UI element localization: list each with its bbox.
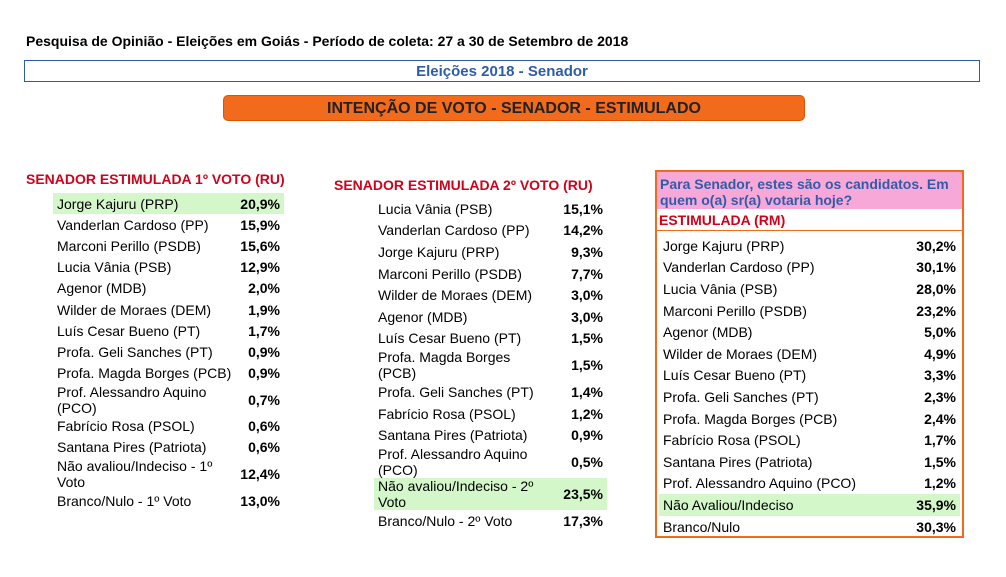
candidate-name: Profa. Geli Sanches (PT) xyxy=(663,388,819,405)
vote-percentage: 12,9% xyxy=(240,259,280,276)
table-row xyxy=(374,284,607,306)
vote-percentage: 30,1% xyxy=(916,259,956,276)
table-row xyxy=(374,220,607,242)
table-row xyxy=(53,235,284,256)
candidate-name: Fabrício Rosa (PSOL) xyxy=(378,405,516,422)
vote-percentage: 0,5% xyxy=(571,453,603,470)
vote-percentage: 0,9% xyxy=(248,365,280,382)
vote-percentage: 0,7% xyxy=(248,391,280,408)
table-row xyxy=(374,381,607,403)
table-row xyxy=(659,429,960,451)
candidate-name: Jorge Kajuru (PRP) xyxy=(663,237,785,254)
vote-percentage: 4,9% xyxy=(924,345,956,362)
table-row xyxy=(659,386,960,408)
vote-percentage: 14,2% xyxy=(563,222,603,239)
candidate-name: Não avaliou/Indeciso - 1º Voto xyxy=(57,458,213,491)
candidate-name: Marconi Perillo (PSDB) xyxy=(378,265,522,282)
vote-percentage: 28,0% xyxy=(916,280,956,297)
table-row xyxy=(53,341,284,362)
col3-title: ESTIMULADA (RM) xyxy=(659,212,786,228)
candidate-name: Santana Pires (Patriota) xyxy=(663,453,813,470)
candidate-name: Lucia Vânia (PSB) xyxy=(378,200,493,217)
table-row xyxy=(53,214,284,235)
table-row xyxy=(53,416,284,437)
candidate-name: Vanderlan Cardoso (PP) xyxy=(663,259,815,276)
table-row xyxy=(374,198,607,220)
vote-percentage: 3,3% xyxy=(924,367,956,384)
table-row xyxy=(374,328,607,350)
vote-percentage: 1,4% xyxy=(571,383,603,400)
table-row xyxy=(659,300,960,322)
table-row xyxy=(374,349,607,381)
col2-title: SENADOR ESTIMULADA 2º VOTO (RU) xyxy=(334,177,593,193)
vote-percentage: 2,3% xyxy=(924,388,956,405)
candidate-name: Profa. Magda Borges (PCB) xyxy=(663,410,838,427)
vote-percentage: 20,9% xyxy=(233,193,284,214)
vote-percentage: 1,2% xyxy=(924,475,956,492)
table-row xyxy=(53,257,284,278)
candidate-name: Branco/Nulo xyxy=(663,518,741,535)
vote-percentage: 5,0% xyxy=(924,324,956,341)
candidate-name: Branco/Nulo - 2º Voto xyxy=(378,512,513,529)
candidate-name: Agenor (MDB) xyxy=(378,308,468,325)
col3-question: Para Senador, estes são os candidatos. Em quem o(a) sr(a) votaria hoje? xyxy=(657,172,962,209)
vote-percentage: 3,0% xyxy=(571,287,603,304)
candidate-name: Marconi Perillo (PSDB) xyxy=(57,237,201,254)
candidate-name: Não Avaliou/Indeciso xyxy=(659,494,899,516)
table-row xyxy=(659,365,960,387)
candidate-name: Fabrício Rosa (PSOL) xyxy=(663,432,801,449)
table-row xyxy=(53,384,284,416)
candidate-name: Profa. Magda Borges (PCB) xyxy=(57,365,232,382)
candidate-name: Vanderlan Cardoso (PP) xyxy=(57,216,209,233)
candidate-name: Luís Cesar Bueno (PT) xyxy=(57,322,201,339)
table-row xyxy=(53,363,284,384)
table-row xyxy=(374,510,607,532)
election-subtitle: Eleições 2018 - Senador xyxy=(24,60,980,82)
candidate-name: Lucia Vânia (PSB) xyxy=(663,280,778,297)
vote-percentage: 1,5% xyxy=(924,453,956,470)
vote-percentage: 2,4% xyxy=(924,410,956,427)
vote-percentage: 23,2% xyxy=(916,302,956,319)
col2-table xyxy=(374,198,607,532)
candidate-name: Jorge Kajuru (PRP) xyxy=(378,243,500,260)
survey-title: Pesquisa de Opinião - Eleições em Goiás - Período de coleta: 27 a 30 de Setembro de 2018 xyxy=(26,33,629,49)
candidate-name: Wilder de Moraes (DEM) xyxy=(663,345,818,362)
vote-percentage: 17,3% xyxy=(563,512,603,529)
vote-percentage: 35,9% xyxy=(899,494,960,516)
candidate-name: Lucia Vânia (PSB) xyxy=(57,259,172,276)
candidate-name: Santana Pires (Patriota) xyxy=(57,439,207,456)
vote-percentage: 0,9% xyxy=(248,343,280,360)
vote-percentage: 7,7% xyxy=(571,265,603,282)
section-banner: INTENÇÃO DE VOTO - SENADOR - ESTIMULADO xyxy=(223,95,805,121)
table-row xyxy=(659,516,960,538)
vote-percentage: 1,7% xyxy=(924,432,956,449)
candidate-name: Prof. Alessandro Aquino (PCO) xyxy=(57,383,207,416)
candidate-name: Luís Cesar Bueno (PT) xyxy=(378,330,522,347)
vote-percentage: 1,9% xyxy=(248,301,280,318)
col3-table xyxy=(659,235,960,537)
table-row xyxy=(53,299,284,320)
vote-percentage: 2,0% xyxy=(248,280,280,297)
table-row xyxy=(659,343,960,365)
vote-percentage: 15,1% xyxy=(563,200,603,217)
col1-table xyxy=(53,193,284,511)
vote-percentage: 1,5% xyxy=(571,330,603,347)
table-row xyxy=(659,235,960,257)
table-row xyxy=(659,494,960,516)
table-row xyxy=(53,193,284,214)
candidate-name: Prof. Alessandro Aquino (PCO) xyxy=(378,445,528,478)
table-row xyxy=(374,424,607,446)
candidate-name: Branco/Nulo - 1º Voto xyxy=(57,492,192,509)
col1-title: SENADOR ESTIMULADA 1º VOTO (RU) xyxy=(26,171,285,187)
vote-percentage: 15,6% xyxy=(240,237,280,254)
table-row xyxy=(53,278,284,299)
table-row xyxy=(659,451,960,473)
table-row xyxy=(659,278,960,300)
candidate-name: Vanderlan Cardoso (PP) xyxy=(378,222,530,239)
candidate-name: Fabrício Rosa (PSOL) xyxy=(57,418,195,435)
vote-percentage: 12,4% xyxy=(240,466,280,483)
candidate-name: Wilder de Moraes (DEM) xyxy=(57,301,212,318)
vote-percentage: 23,5% xyxy=(546,478,607,510)
candidate-name: Wilder de Moraes (DEM) xyxy=(378,287,533,304)
vote-percentage: 30,3% xyxy=(916,518,956,535)
candidate-name: Profa. Magda Borges (PCB) xyxy=(378,349,511,382)
table-row xyxy=(374,478,607,510)
vote-percentage: 9,3% xyxy=(571,243,603,260)
table-row xyxy=(659,321,960,343)
candidate-name: Luís Cesar Bueno (PT) xyxy=(663,367,807,384)
candidate-name: Agenor (MDB) xyxy=(663,324,753,341)
table-row xyxy=(53,458,284,490)
candidate-name: Agenor (MDB) xyxy=(57,280,147,297)
vote-percentage: 3,0% xyxy=(571,308,603,325)
table-row xyxy=(374,263,607,285)
table-row xyxy=(53,490,284,511)
table-row xyxy=(659,473,960,495)
vote-percentage: 0,6% xyxy=(248,418,280,435)
table-row xyxy=(374,241,607,263)
table-row xyxy=(374,403,607,425)
table-row xyxy=(659,257,960,279)
vote-percentage: 13,0% xyxy=(240,492,280,509)
vote-percentage: 0,9% xyxy=(571,427,603,444)
candidate-name: Santana Pires (Patriota) xyxy=(378,427,528,444)
candidate-name: Jorge Kajuru (PRP) xyxy=(53,193,233,214)
candidate-name: Marconi Perillo (PSDB) xyxy=(663,302,807,319)
vote-percentage: 1,2% xyxy=(571,405,603,422)
table-row xyxy=(374,446,607,478)
table-row xyxy=(659,408,960,430)
vote-percentage: 0,6% xyxy=(248,439,280,456)
candidate-name: Profa. Geli Sanches (PT) xyxy=(378,383,534,400)
vote-percentage: 30,2% xyxy=(916,237,956,254)
candidate-name: Profa. Geli Sanches (PT) xyxy=(57,343,213,360)
candidate-name: Não avaliou/Indeciso - 2º Voto xyxy=(374,478,546,510)
col3-divider xyxy=(657,230,962,231)
table-row xyxy=(53,320,284,341)
table-row xyxy=(374,306,607,328)
candidate-name: Prof. Alessandro Aquino (PCO) xyxy=(663,475,856,492)
vote-percentage: 1,7% xyxy=(248,322,280,339)
vote-percentage: 15,9% xyxy=(240,216,280,233)
vote-percentage: 1,5% xyxy=(571,357,603,374)
table-row xyxy=(53,437,284,458)
